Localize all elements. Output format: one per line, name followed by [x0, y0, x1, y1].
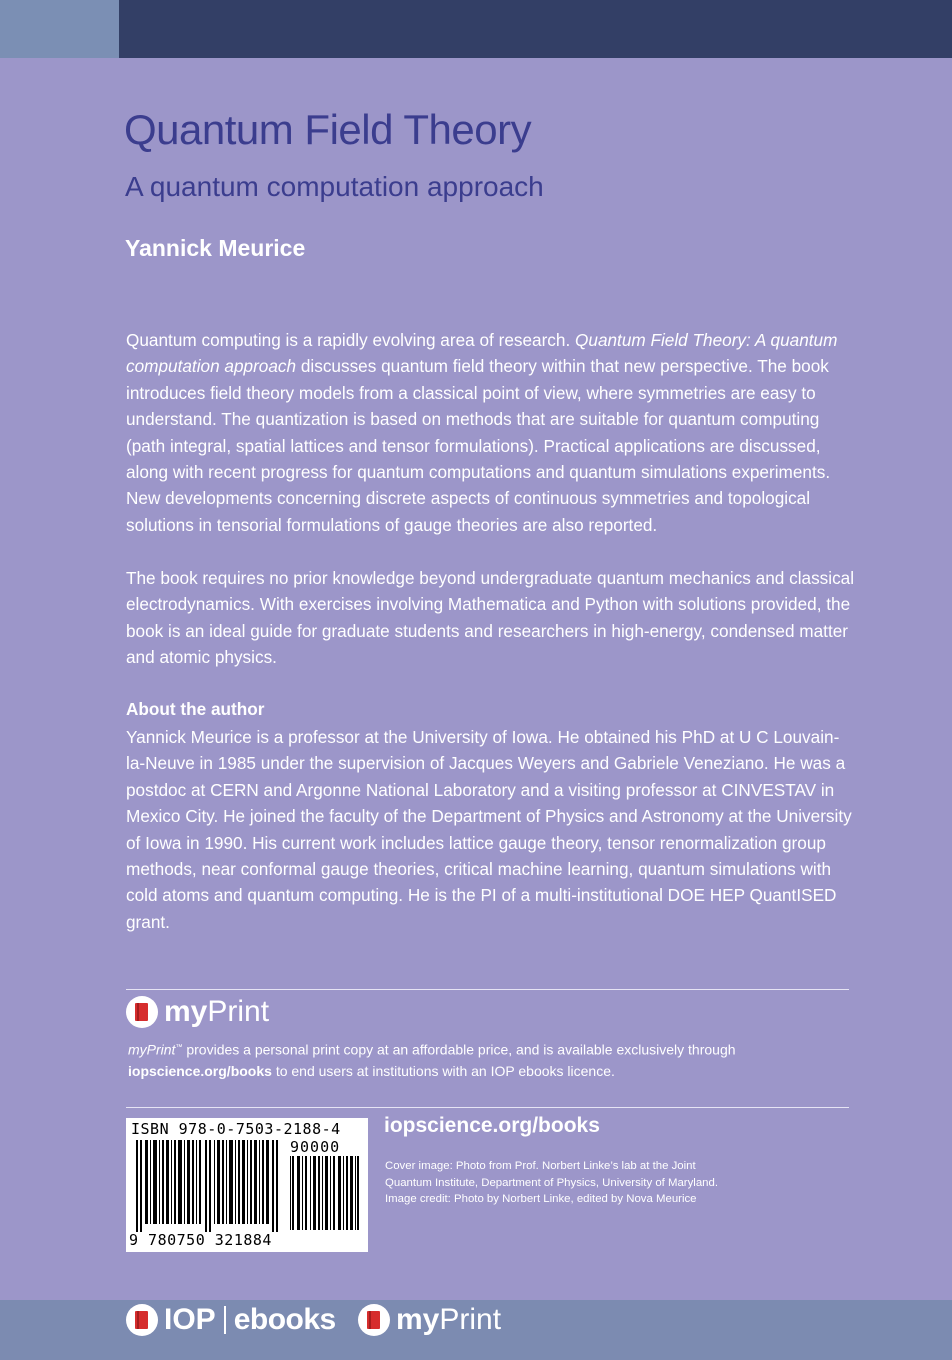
description-book-title: Quantum Field Theory: A quantum computation approach: [126, 330, 838, 377]
book-icon: [126, 1304, 158, 1336]
description-paragraph-2: The book requires no prior knowledge beyond undergraduate quantum mechanics and classical electrodynamics. With exercises involving Mathematica and Python with solutions provided, the book is an ideal guide for graduate students and researchers in high-energy, condensed matter and atomic physics.: [126, 568, 855, 668]
about-author-heading: About the author: [126, 699, 265, 719]
price-barcode-bars: [290, 1156, 360, 1230]
ean-number: 9 780750 321884: [129, 1231, 272, 1249]
image-credits: Cover image: Photo from Prof. Norbert Linke’s lab at the Joint Quantum Institute, Department of Physics, University of Maryland. Image credit: Photo by Norbert Linke, edited by Nova Meurice: [385, 1160, 718, 1205]
iop-ebooks-logo: IOP ebooks: [126, 1303, 336, 1337]
myprint-logo: my Print: [126, 995, 269, 1029]
book-icon: [358, 1304, 390, 1336]
trademark: ™: [175, 1044, 183, 1051]
top-bar-accent: [0, 0, 119, 58]
isbn-barcode: [126, 1118, 368, 1252]
footer-myprint-logo: my Print: [358, 1303, 501, 1337]
logo-separator: [224, 1306, 226, 1334]
book-title: Quantum Field Theory: [124, 106, 532, 153]
book-icon: [126, 996, 158, 1028]
description-text: Quantum computing is a rapidly evolving area of research.: [126, 330, 576, 350]
price-code: 90000: [290, 1138, 341, 1156]
isbn-number: ISBN 978-0-7503-2188-4: [131, 1120, 341, 1138]
divider: [126, 1107, 849, 1108]
book-subtitle: A quantum computation approach: [125, 171, 544, 202]
myprint-brand: myPrint: [128, 1041, 176, 1058]
barcode-bars: [136, 1140, 282, 1232]
divider: [126, 989, 849, 990]
iopscience-link[interactable]: iopscience.org/books: [128, 1062, 272, 1079]
top-bar: [119, 0, 952, 58]
website-link[interactable]: iopscience.org/books: [384, 1114, 600, 1137]
description-paragraph-1: [126, 327, 856, 538]
myprint-description: myPrint™ provides a personal print copy at an affordable price, and is available exclusively through iopscience.org/books to end users at institutions with an IOP ebooks licence.: [128, 1041, 736, 1079]
description-text: discusses quantum field theory within that new perspective. The book introduces field theory models from a classical point of view, where symmetries are easy to understand. The quantization is based on methods that are suitable for quantum computing (path integral, spatial lattices and tensor formulations). Practical applications are discussed, along with recent progress for quantum computations and quantum simulations experiments. New developments concerning discrete aspects of continuous symmetries and topological solutions in tensorial formulations of gauge theories are also reported.: [126, 356, 831, 535]
about-author-text: Yannick Meurice is a professor at the University of Iowa. He obtained his PhD at U C Louvain-la-Neuve in 1985 under the supervision of Jacques Weyers and Gabriele Veneziano. He was a postdoc at CERN and Argonne National Laboratory and a visiting professor at CINVESTAV in Mexico City. He joined the faculty of the Department of Physics and Astronomy at the University of Iowa in 1990. His current work includes lattice gauge theory, tensor renormalization group methods, near conformal gauge theories, critical machine learning, quantum simulations with cold atoms and quantum computing. He is the PI of a multi-institutional DOE HEP QuantISED grant.: [126, 727, 852, 932]
book-author: Yannick Meurice: [125, 235, 306, 261]
